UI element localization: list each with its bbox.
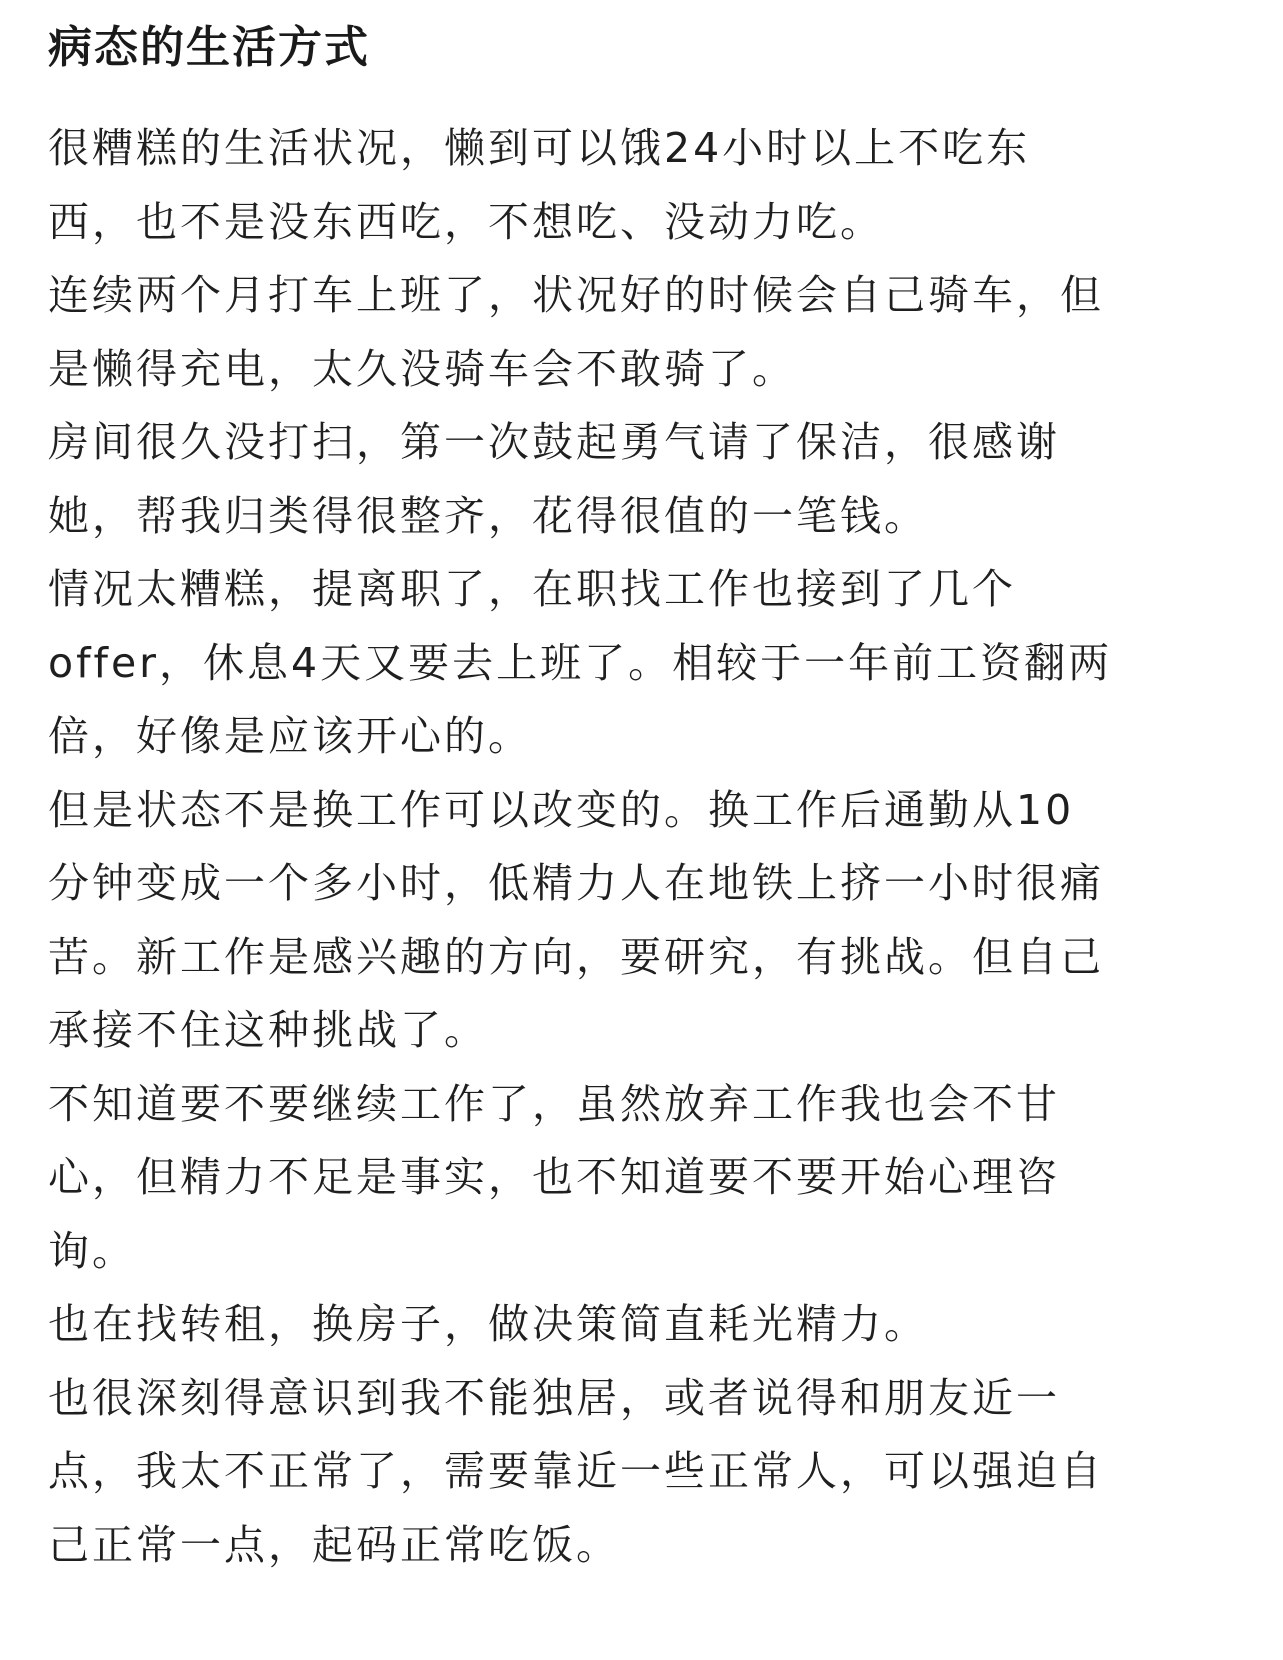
body-line: 西，也不是没东西吃，不想吃、没动力吃。 [48, 197, 884, 246]
body-line: 分钟变成一个多小时，低精力人在地铁上挤一小时很痛 [48, 859, 1104, 907]
body-line: 点，我太不正常了，需要靠近一些正常人，可以强迫自 [48, 1447, 1104, 1495]
body-line: 房间很久没打扫，第一次鼓起勇气请了保洁，很感谢 [48, 418, 1060, 466]
post-body [48, 112, 1235, 1582]
body-line: 不知道要不要继续工作了，虽然放弃工作我也会不甘 [48, 1079, 1060, 1128]
body-line: 很糟糕的生活状况，懒到可以饿24小时以上不吃东 [48, 124, 1031, 172]
body-line: 也在找转租，换房子，做决策简直耗光精力。 [48, 1300, 928, 1348]
body-line: 苦。新工作是感兴趣的方向，要研究，有挑战。但自己 [48, 932, 1104, 981]
body-line: offer，休息4天又要去上班了。相较于一年前工资翻两 [48, 638, 1113, 687]
body-line: 倍，好像是应该开心的。 [48, 712, 532, 760]
body-line: 情况太糟糕，提离职了，在职找工作也接到了几个 [48, 565, 1016, 613]
body-line: 询。 [48, 1226, 136, 1275]
body-line: 她，帮我归类得很整齐，花得很值的一笔钱。 [48, 491, 928, 540]
body-line: 连续两个月打车上班了，状况好的时候会自己骑车，但 [48, 271, 1104, 319]
body-line: 己正常一点，起码正常吃饭。 [48, 1520, 620, 1569]
body-line: 也很深刻得意识到我不能独居，或者说得和朋友近一 [48, 1373, 1060, 1422]
body-line: 承接不住这种挑战了。 [48, 1006, 488, 1054]
post-title: 病态的生活方式 [48, 22, 370, 73]
body-line: 但是状态不是换工作可以改变的。换工作后通勤从10 [48, 785, 1075, 834]
body-line: 心，但精力不足是事实，也不知道要不要开始心理咨 [48, 1153, 1060, 1201]
body-line: 是懒得充电，太久没骑车会不敢骑了。 [48, 344, 796, 393]
